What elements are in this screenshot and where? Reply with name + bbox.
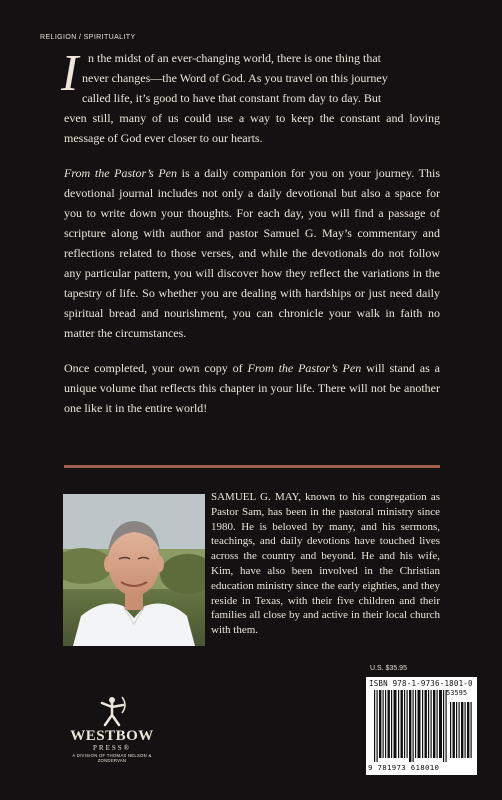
paragraph-1-rest: even still, many of us could use a way to keep the constant and loving message of God ever closer to our hearts. [64, 111, 440, 145]
paragraph-3 [64, 358, 440, 418]
author-portrait-image [63, 494, 205, 646]
barcode [366, 677, 477, 775]
publisher-division: A DIVISION OF THOMAS NELSON & ZONDERVAN [72, 753, 152, 763]
paragraph-2 [64, 163, 440, 343]
publisher-press: PRESS® [93, 744, 131, 752]
barcode-number: 9 781973 618010 [368, 763, 440, 772]
description [61, 45, 440, 433]
drop-cap: I [61, 45, 79, 102]
divider-rule [64, 465, 440, 468]
category-label: RELIGION / SPIRITUALITY [40, 34, 136, 41]
author-photo [63, 494, 205, 646]
barcode-bars [368, 690, 474, 762]
book-title: From the Pastor’s Pen [247, 361, 362, 375]
paragraph-1 [64, 48, 440, 148]
publisher-logo [62, 688, 162, 768]
paragraph-1-line-1: n the midst of an ever-changing world, there is one thing that [88, 51, 382, 65]
isbn-text: ISBN 978-1-9736-1801-0 [369, 679, 473, 688]
publisher-name: WESTBOW [70, 728, 154, 744]
archer-icon [95, 693, 129, 727]
author-bio-text: , known to his congregation as Pastor Sam, has been in the pastoral ministry since 1980. He is beloved by many, and his sermons, teachings, and daily devotions have touched lives across the country and beyond. He and his wife, Kim, have also been involved in the Christian education ministry since the early eighties, and they reside in Texas, with their five children and their families all close by and active in their local church with them. [211, 491, 440, 637]
paragraph-1-line-2: never changes—the Word of God. As you travel on this journey [82, 71, 388, 85]
book-title: From the Pastor’s Pen [64, 166, 178, 180]
paragraph-3-after: will stand as a unique volume that reflects this chapter in your life. There will not be another one like it in the entire world! [64, 361, 440, 415]
author-bio [211, 490, 440, 638]
paragraph-3-before: Once completed, your own copy of [64, 361, 248, 375]
author-name: SAMUEL G. MAY [211, 491, 299, 503]
price-addon-number: 53595 [446, 689, 468, 697]
first-paragraph-wrap [61, 45, 440, 148]
price-label: U.S. $35.95 [370, 665, 407, 672]
paragraph-2-text: is a daily companion for you on your journey. This devotional journal includes not only a daily devotional but also a space for you to write down your thoughts. For each day, you will find a passage of scripture along with author and pastor Samuel G. May’s commentary and reflections related to those verses, and while the devotionals do not follow any particular pattern, you will discover how they reflect the variations in the tapestry of life. So whether you are dealing with hardships or just need daily spiritual bread and nourishment, you can chronicle your walk in faith no matter the circumstances. [64, 166, 440, 340]
paragraph-1-line-3: called life, it’s good to have that constant from day to day. But [82, 91, 382, 105]
